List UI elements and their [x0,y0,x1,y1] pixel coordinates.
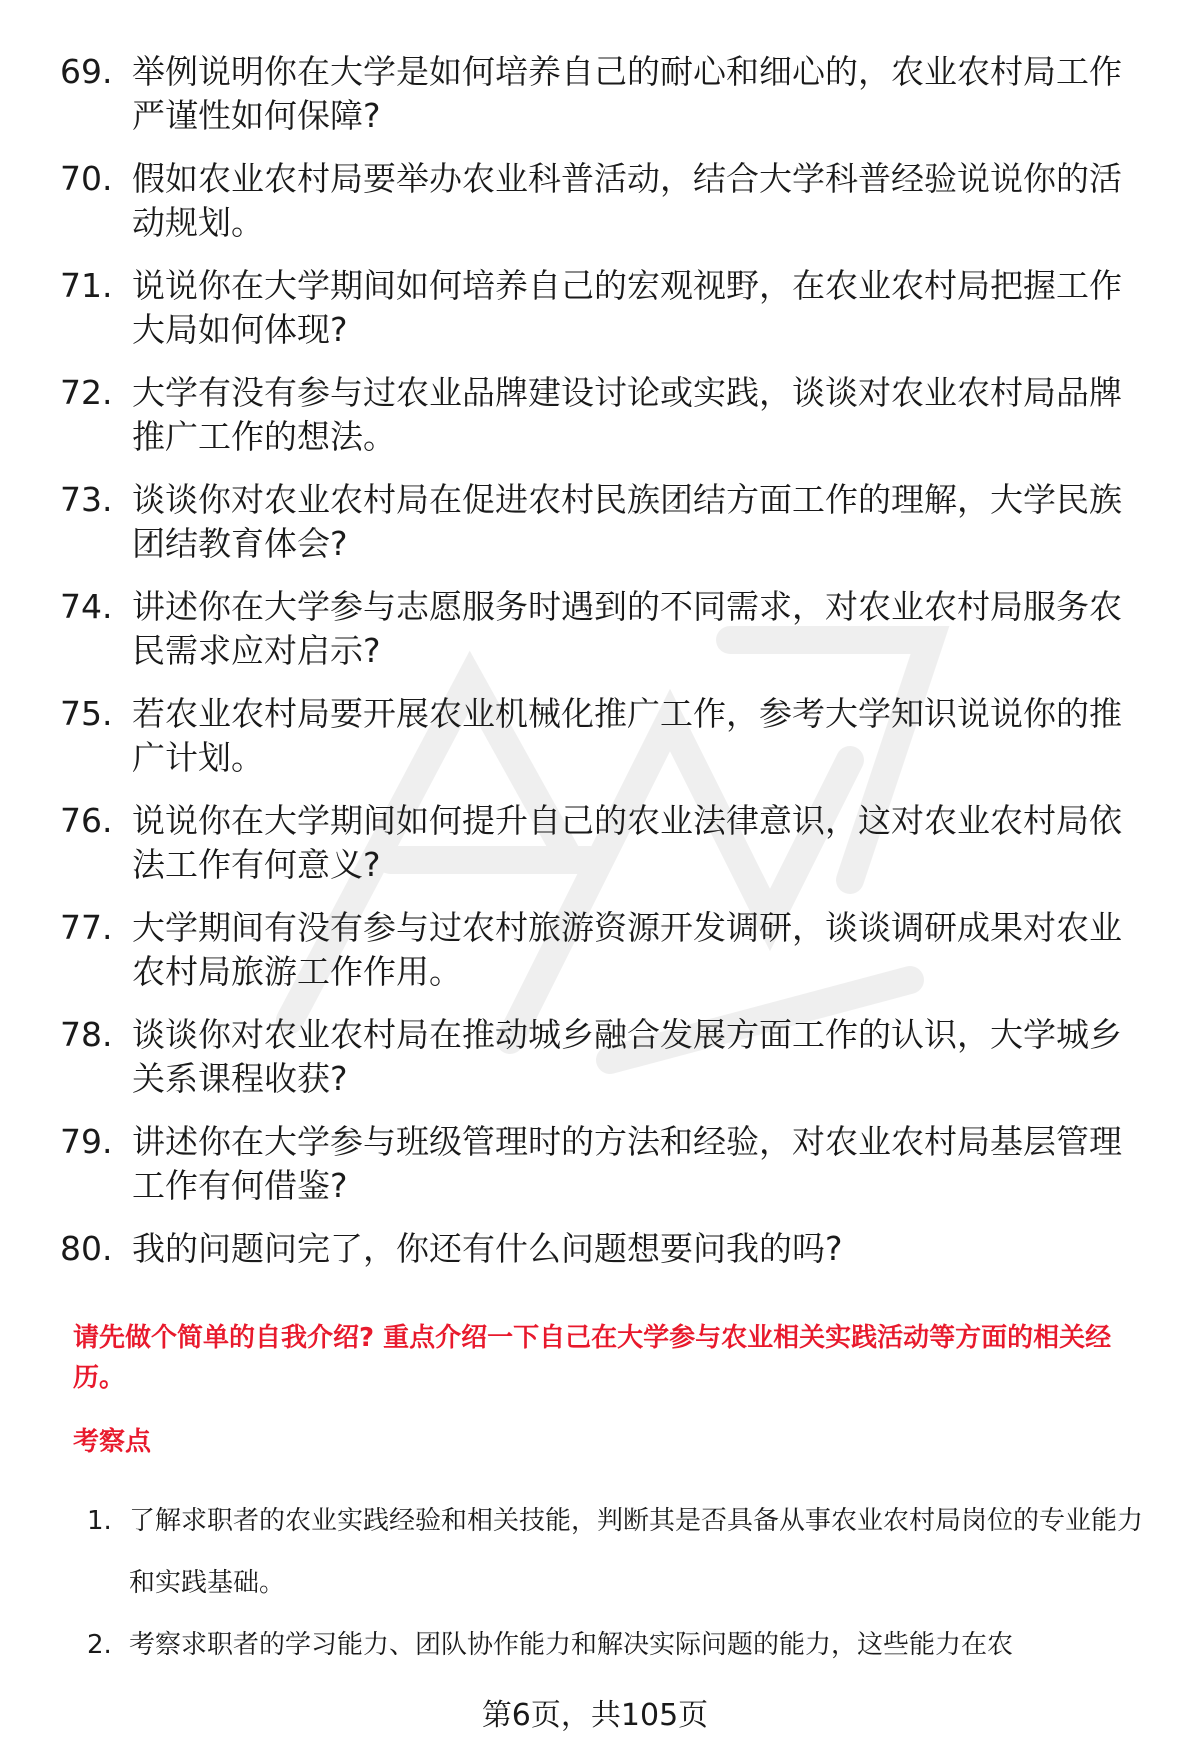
question-item [60,478,1150,566]
question-number: 78. [60,1015,113,1054]
question-number: 70. [60,159,113,198]
question-number: 75. [60,694,113,733]
question-item [60,50,1150,138]
question-text: 说说你在大学期间如何提升自己的农业法律意识，这对农业农村局依法工作有何意义? [132,801,1122,884]
question-item [60,692,1150,780]
question-text: 假如农业农村局要举办农业科普活动，结合大学科普经验说说你的活动规划。 [132,159,1122,242]
question-number: 74. [60,587,113,626]
question-item [60,1120,1150,1208]
question-item [60,585,1150,673]
question-text: 谈谈你对农业农村局在推动城乡融合发展方面工作的认识，大学城乡关系课程收获? [132,1015,1122,1098]
question-list [60,50,1150,1290]
question-text: 大学期间有没有参与过农村旅游资源开发调研，谈谈调研成果对农业农村局旅游工作作用。 [132,908,1122,991]
question-item [60,1013,1150,1101]
question-text: 若农业农村局要开展农业机械化推广工作，参考大学知识说说你的推广计划。 [132,694,1122,777]
focus-point-text: 了解求职者的农业实践经验和相关技能，判断其是否具备从事农业农村局岗位的专业能力和实践基础。 [129,1506,1144,1598]
answer-section [73,1318,1163,1676]
focus-point-text: 考察求职者的学习能力、团队协作能力和解决实际问题的能力，这些能力在农 [129,1630,1014,1660]
intro-question-heading: 请先做个简单的自我介绍? 重点介绍一下自己在大学参与农业相关实践活动等方面的相关经历。 [73,1323,1112,1393]
question-text: 讲述你在大学参与志愿服务时遇到的不同需求，对农业农村局服务农民需求应对启示? [132,587,1122,670]
question-text: 说说你在大学期间如何培养自己的宏观视野，在农业农村局把握工作大局如何体现? [132,266,1122,349]
question-number: 73. [60,480,113,519]
question-number: 79. [60,1122,113,1161]
question-item [60,906,1150,994]
question-number: 69. [60,52,113,91]
question-item [60,157,1150,245]
question-text: 举例说明你在大学是如何培养自己的耐心和细心的，农业农村局工作严谨性如何保障? [132,52,1122,135]
question-text: 我的问题问完了，你还有什么问题想要问我的吗? [132,1229,843,1268]
focus-point-item [73,1490,1163,1614]
question-item [60,264,1150,352]
question-item [60,1227,1150,1271]
question-number: 72. [60,373,113,412]
focus-point-number: 1. [87,1506,112,1536]
focus-points-list [73,1490,1163,1676]
focus-point-number: 2. [87,1630,112,1660]
focus-point-item [73,1614,1163,1676]
question-number: 80. [60,1229,113,1268]
question-number: 77. [60,908,113,947]
focus-points-title: 考察点 [73,1427,152,1457]
question-item [60,371,1150,459]
question-text: 谈谈你对农业农村局在促进农村民族团结方面工作的理解，大学民族团结教育体会? [132,480,1122,563]
question-text: 讲述你在大学参与班级管理时的方法和经验，对农业农村局基层管理工作有何借鉴? [132,1122,1122,1205]
page-footer: 第6页，共105页 [481,1698,709,1733]
question-number: 76. [60,801,113,840]
question-text: 大学有没有参与过农业品牌建设讨论或实践，谈谈对农业农村局品牌推广工作的想法。 [132,373,1122,456]
question-number: 71. [60,266,113,305]
question-item [60,799,1150,887]
